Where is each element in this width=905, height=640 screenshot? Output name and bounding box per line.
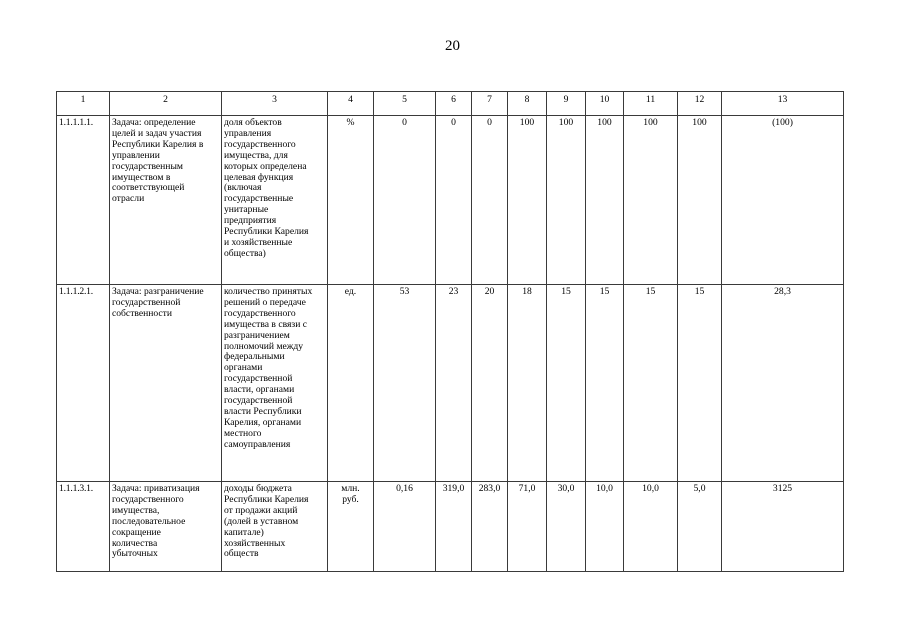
value-cell-8: 100 (508, 116, 547, 285)
table-row (57, 482, 844, 572)
indicator-cell: доля объектов управления государственного имущества, для которых определена целевая функция (включая государственные унитарные предприятия Республики Карелия и хозяйственные общества) (222, 116, 328, 285)
value-cell-6: 319,0 (436, 482, 472, 572)
indicator-table (56, 91, 844, 572)
task-cell: Задача: определение целей и задач участия Республики Карелия в управлении государственным имуществом в соответствующей отрасли (110, 116, 222, 285)
table-header-row (57, 92, 844, 116)
column-header: 12 (678, 92, 722, 116)
row-code: 1.1.1.1.1. (57, 116, 110, 285)
row-code: 1.1.1.3.1. (57, 482, 110, 572)
task-cell: Задача: разграничение государственной собственности (110, 285, 222, 482)
value-cell-7: 0 (472, 116, 508, 285)
column-header: 5 (374, 92, 436, 116)
table-row (57, 116, 844, 285)
value-cell-13: 28,3 (722, 285, 844, 482)
value-cell-12: 100 (678, 116, 722, 285)
column-header: 8 (508, 92, 547, 116)
value-cell-9: 30,0 (547, 482, 586, 572)
value-cell-5: 0,16 (374, 482, 436, 572)
table-row (57, 285, 844, 482)
indicator-cell: количество принятых решений о передаче государственного имущества в связи с разграничением полномочий между федеральными органами государственной власти, органами государственной власти Республики Карелия, органами местного самоуправления (222, 285, 328, 482)
value-cell-8: 18 (508, 285, 547, 482)
column-header: 7 (472, 92, 508, 116)
value-cell-5: 0 (374, 116, 436, 285)
unit-cell: % (328, 116, 374, 285)
value-cell-13: 3125 (722, 482, 844, 572)
value-cell-6: 0 (436, 116, 472, 285)
value-cell-11: 15 (624, 285, 678, 482)
value-cell-10: 100 (586, 116, 624, 285)
value-cell-9: 100 (547, 116, 586, 285)
column-header: 10 (586, 92, 624, 116)
column-header: 4 (328, 92, 374, 116)
value-cell-13: (100) (722, 116, 844, 285)
value-cell-11: 10,0 (624, 482, 678, 572)
value-cell-9: 15 (547, 285, 586, 482)
page-number: 20 (445, 38, 460, 54)
value-cell-5: 53 (374, 285, 436, 482)
row-code: 1.1.1.2.1. (57, 285, 110, 482)
unit-cell: ед. (328, 285, 374, 482)
value-cell-11: 100 (624, 116, 678, 285)
column-header: 13 (722, 92, 844, 116)
value-cell-12: 15 (678, 285, 722, 482)
value-cell-10: 15 (586, 285, 624, 482)
value-cell-10: 10,0 (586, 482, 624, 572)
column-header: 6 (436, 92, 472, 116)
column-header: 1 (57, 92, 110, 116)
column-header: 2 (110, 92, 222, 116)
value-cell-7: 283,0 (472, 482, 508, 572)
task-cell: Задача: приватизация государственного имущества, последовательное сокращение количества убыточных (110, 482, 222, 572)
value-cell-12: 5,0 (678, 482, 722, 572)
value-cell-8: 71,0 (508, 482, 547, 572)
unit-cell: млн. руб. (328, 482, 374, 572)
column-header: 9 (547, 92, 586, 116)
column-header: 11 (624, 92, 678, 116)
indicator-cell: доходы бюджета Республики Карелия от продажи акций (долей в уставном капитале) хозяйственных обществ (222, 482, 328, 572)
column-header: 3 (222, 92, 328, 116)
value-cell-7: 20 (472, 285, 508, 482)
value-cell-6: 23 (436, 285, 472, 482)
